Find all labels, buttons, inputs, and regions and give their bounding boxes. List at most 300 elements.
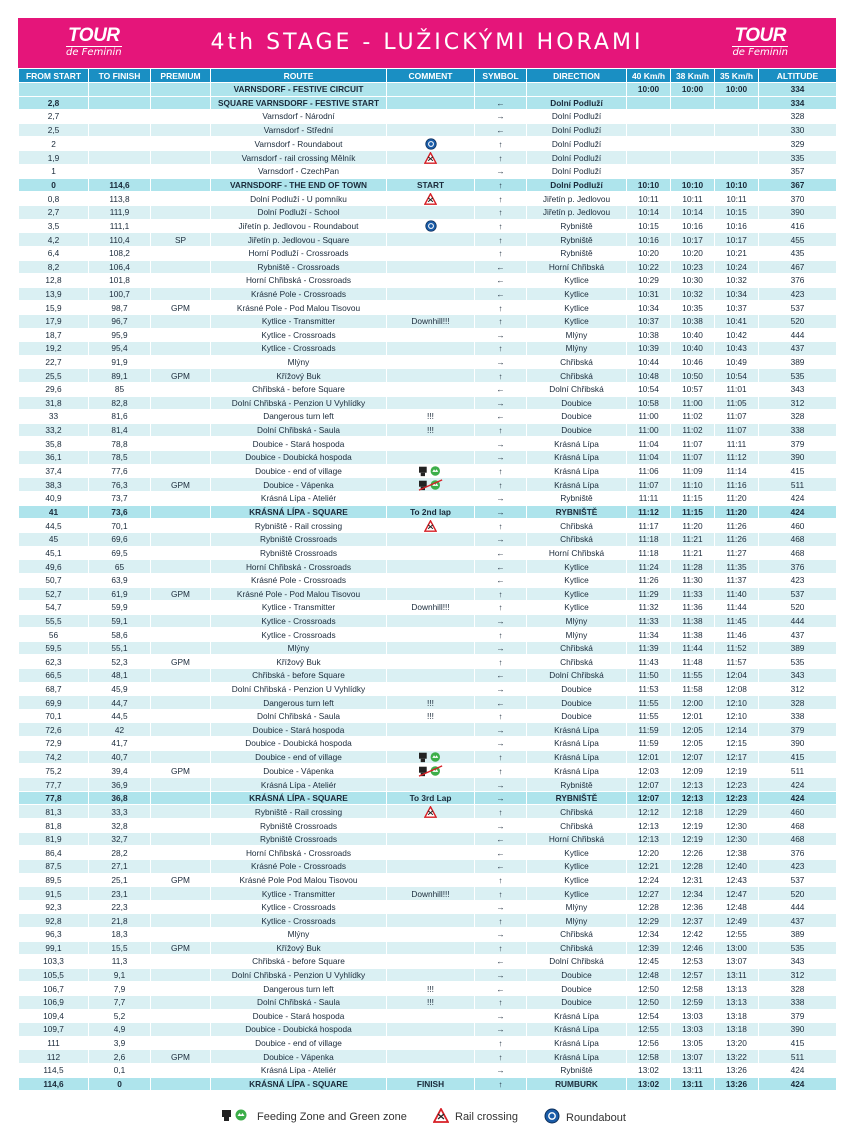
table-row (19, 928, 837, 942)
time-40-cell: 12:58 (627, 1050, 671, 1064)
comment-cell (387, 96, 475, 110)
table-row (19, 505, 837, 519)
premium-cell: GPM (151, 301, 211, 315)
time-40-cell: 11:17 (627, 519, 671, 533)
symbol-cell: → (475, 723, 527, 737)
time-40-cell: 10:14 (627, 206, 671, 220)
to-finish-cell: 61,9 (89, 587, 151, 601)
altitude-cell: 334 (759, 83, 837, 97)
route-cell: Doubice - Stará hospoda (211, 1009, 387, 1023)
premium-cell (151, 573, 211, 587)
time-38-cell: 12:46 (671, 941, 715, 955)
time-35-cell: 12:08 (715, 682, 759, 696)
from-start-cell: 72,6 (19, 723, 89, 737)
to-finish-cell: 42 (89, 723, 151, 737)
table-row (19, 819, 837, 833)
time-35-cell: 12:10 (715, 696, 759, 710)
time-38-cell (671, 137, 715, 151)
route-cell: Krásné Pole Pod Malou Tisovou (211, 873, 387, 887)
route-cell: Rybniště - Rail crossing (211, 519, 387, 533)
time-40-cell: 12:07 (627, 778, 671, 792)
route-cell: Rybniště Crossroads (211, 533, 387, 547)
to-finish-cell: 91,9 (89, 355, 151, 369)
comment-cell (387, 860, 475, 874)
from-start-cell: 91,5 (19, 887, 89, 901)
table-row (19, 206, 837, 220)
premium-cell (151, 669, 211, 683)
premium-cell (151, 819, 211, 833)
premium-cell (151, 83, 211, 97)
to-finish-cell: 58,6 (89, 628, 151, 642)
table-row (19, 1023, 837, 1037)
time-35-cell: 12:38 (715, 846, 759, 860)
time-35-cell: 10:17 (715, 233, 759, 247)
direction-cell: Rybniště (527, 219, 627, 233)
time-38-cell: 10:20 (671, 247, 715, 261)
table-row (19, 791, 837, 805)
feeding-zone-icon (418, 752, 444, 762)
from-start-cell: 33 (19, 410, 89, 424)
symbol-cell: ← (475, 955, 527, 969)
premium-cell (151, 410, 211, 424)
table-row (19, 641, 837, 655)
table-row (19, 533, 837, 547)
from-start-cell: 17,9 (19, 314, 89, 328)
direction-cell: Kytlice (527, 314, 627, 328)
direction-cell: Kytlice (527, 560, 627, 574)
comment-cell (387, 764, 475, 778)
premium-cell: GPM (151, 1050, 211, 1064)
route-cell: Dolní Chřibská - Saula (211, 423, 387, 437)
comment-cell (387, 723, 475, 737)
table-row (19, 437, 837, 451)
from-start-cell: 92,8 (19, 914, 89, 928)
comment-cell (387, 274, 475, 288)
time-35-cell: 12:23 (715, 778, 759, 792)
symbol-cell: ↑ (475, 342, 527, 356)
table-row (19, 151, 837, 165)
col-direction-header: DIRECTION (527, 69, 627, 83)
altitude-cell: 334 (759, 96, 837, 110)
time-40-cell: 10:44 (627, 355, 671, 369)
premium-cell (151, 178, 211, 192)
route-cell: Křížový Buk (211, 369, 387, 383)
comment-cell (387, 941, 475, 955)
altitude-cell: 390 (759, 450, 837, 464)
from-start-cell: 12,8 (19, 274, 89, 288)
altitude-cell: 312 (759, 968, 837, 982)
time-40-cell (627, 123, 671, 137)
symbol-cell: → (475, 682, 527, 696)
direction-cell: Dolní Podluží (527, 123, 627, 137)
route-cell: Doubice - Doubická hospoda (211, 737, 387, 751)
altitude-cell: 460 (759, 805, 837, 819)
altitude-cell: 379 (759, 1009, 837, 1023)
table-row (19, 478, 837, 492)
from-start-cell: 81,3 (19, 805, 89, 819)
route-cell: Krásné Pole - Crossroads (211, 573, 387, 587)
time-35-cell: 10:49 (715, 355, 759, 369)
route-cell: Doubice - Doubická hospoda (211, 1023, 387, 1037)
time-35-cell: 10:42 (715, 328, 759, 342)
comment-cell: !!! (387, 709, 475, 723)
premium-cell (151, 274, 211, 288)
table-row (19, 178, 837, 192)
table-row (19, 301, 837, 315)
symbol-cell: ← (475, 274, 527, 288)
time-40-cell: 11:33 (627, 614, 671, 628)
table-row (19, 832, 837, 846)
comment-cell (387, 192, 475, 206)
time-38-cell: 12:19 (671, 819, 715, 833)
direction-cell: Chřibská (527, 641, 627, 655)
from-start-cell: 103,3 (19, 955, 89, 969)
comment-cell (387, 846, 475, 860)
to-finish-cell: 52,3 (89, 655, 151, 669)
to-finish-cell (89, 123, 151, 137)
time-35-cell: 11:37 (715, 573, 759, 587)
comment-cell (387, 900, 475, 914)
time-40-cell: 10:11 (627, 192, 671, 206)
time-35-cell: 13:20 (715, 1036, 759, 1050)
route-cell: Varnsdorf - Roundabout (211, 137, 387, 151)
to-finish-cell (89, 165, 151, 179)
time-38-cell: 10:40 (671, 342, 715, 356)
from-start-cell: 114,6 (19, 1077, 89, 1091)
symbol-cell: ← (475, 696, 527, 710)
from-start-cell: 59,5 (19, 641, 89, 655)
rail-crossing-icon (424, 520, 437, 530)
altitude-cell: 328 (759, 110, 837, 124)
legend-label-rail: Rail crossing (455, 1111, 518, 1123)
rail-crossing-icon (424, 193, 437, 203)
time-35-cell (715, 123, 759, 137)
table-row (19, 696, 837, 710)
time-38-cell: 13:11 (671, 1063, 715, 1077)
direction-cell: RYBNIŠTĚ (527, 505, 627, 519)
from-start-cell: 77,8 (19, 791, 89, 805)
to-finish-cell: 23,1 (89, 887, 151, 901)
time-35-cell: 12:30 (715, 819, 759, 833)
table-row (19, 83, 837, 97)
time-35-cell: 10:37 (715, 301, 759, 315)
symbol-cell: ↑ (475, 941, 527, 955)
time-38-cell: 10:11 (671, 192, 715, 206)
symbol-cell: → (475, 110, 527, 124)
logo-text-tour: TOUR (66, 26, 122, 47)
to-finish-cell: 81,4 (89, 423, 151, 437)
time-35-cell: 11:26 (715, 533, 759, 547)
comment-cell: Downhill!!! (387, 887, 475, 901)
altitude-cell: 437 (759, 628, 837, 642)
premium-cell (151, 206, 211, 220)
route-cell: Mlýny (211, 355, 387, 369)
time-38-cell: 12:58 (671, 982, 715, 996)
table-row (19, 423, 837, 437)
to-finish-cell: 0,1 (89, 1063, 151, 1077)
to-finish-cell (89, 151, 151, 165)
time-38-cell: 10:16 (671, 219, 715, 233)
to-finish-cell: 65 (89, 560, 151, 574)
direction-cell: Horní Chřibská (527, 260, 627, 274)
from-start-cell: 25,5 (19, 369, 89, 383)
premium-cell (151, 492, 211, 506)
time-35-cell: 13:18 (715, 1023, 759, 1037)
table-row (19, 873, 837, 887)
route-cell: Horní Chřibská - Crossroads (211, 560, 387, 574)
comment-cell (387, 587, 475, 601)
table-row (19, 492, 837, 506)
time-38-cell (671, 151, 715, 165)
altitude-cell: 424 (759, 791, 837, 805)
route-cell: Kytlice - Crossroads (211, 900, 387, 914)
symbol-cell: → (475, 165, 527, 179)
direction-cell: Dolní Podluží (527, 110, 627, 124)
time-40-cell: 10:58 (627, 396, 671, 410)
to-finish-cell: 4,9 (89, 1023, 151, 1037)
symbol-cell: ← (475, 669, 527, 683)
comment-cell (387, 533, 475, 547)
premium-cell (151, 696, 211, 710)
premium-cell (151, 641, 211, 655)
time-35-cell: 13:22 (715, 1050, 759, 1064)
table-row (19, 560, 837, 574)
time-35-cell: 10:21 (715, 247, 759, 261)
to-finish-cell: 95,4 (89, 342, 151, 356)
time-35-cell: 11:16 (715, 478, 759, 492)
direction-cell: Doubice (527, 982, 627, 996)
direction-cell: Kytlice (527, 287, 627, 301)
table-row (19, 573, 837, 587)
time-38-cell: 10:23 (671, 260, 715, 274)
to-finish-cell: 59,9 (89, 601, 151, 615)
premium-cell (151, 614, 211, 628)
table-row (19, 968, 837, 982)
table-row (19, 764, 837, 778)
time-35-cell: 12:17 (715, 750, 759, 764)
from-start-cell: 112 (19, 1050, 89, 1064)
premium-cell (151, 860, 211, 874)
to-finish-cell: 63,9 (89, 573, 151, 587)
time-40-cell: 12:20 (627, 846, 671, 860)
direction-cell: Dolní Chřibská (527, 669, 627, 683)
rail-crossing-icon (424, 806, 437, 816)
premium-cell (151, 123, 211, 137)
from-start-cell: 22,7 (19, 355, 89, 369)
to-finish-cell: 73,6 (89, 505, 151, 519)
time-35-cell: 11:57 (715, 655, 759, 669)
route-cell: Jiřetín p. Jedlovou - Square (211, 233, 387, 247)
symbol-cell: ↑ (475, 587, 527, 601)
symbol-cell: ↑ (475, 601, 527, 615)
comment-cell (387, 805, 475, 819)
symbol-cell: → (475, 900, 527, 914)
from-start-cell: 87,5 (19, 860, 89, 874)
time-35-cell: 12:43 (715, 873, 759, 887)
comment-cell (387, 819, 475, 833)
time-35-cell: 11:35 (715, 560, 759, 574)
time-38-cell: 11:58 (671, 682, 715, 696)
table-row (19, 546, 837, 560)
direction-cell: Doubice (527, 396, 627, 410)
col-from-start-header: FROM START (19, 69, 89, 83)
symbol-cell: ↑ (475, 914, 527, 928)
time-40-cell: 11:26 (627, 573, 671, 587)
time-38-cell: 12:59 (671, 995, 715, 1009)
to-finish-cell: 9,1 (89, 968, 151, 982)
time-40-cell: 11:59 (627, 737, 671, 751)
time-40-cell: 12:07 (627, 791, 671, 805)
altitude-cell: 468 (759, 533, 837, 547)
from-start-cell: 54,7 (19, 601, 89, 615)
to-finish-cell: 76,3 (89, 478, 151, 492)
table-row (19, 614, 837, 628)
time-35-cell: 12:48 (715, 900, 759, 914)
time-35-cell: 12:29 (715, 805, 759, 819)
time-40-cell: 10:29 (627, 274, 671, 288)
direction-cell: Mlýny (527, 342, 627, 356)
time-35-cell: 10:41 (715, 314, 759, 328)
direction-cell: Kytlice (527, 860, 627, 874)
symbol-cell: ← (475, 382, 527, 396)
time-38-cell: 12:53 (671, 955, 715, 969)
premium-cell (151, 137, 211, 151)
premium-cell (151, 505, 211, 519)
symbol-cell: → (475, 355, 527, 369)
time-40-cell: 10:37 (627, 314, 671, 328)
route-cell: Rybniště Crossroads (211, 546, 387, 560)
time-35-cell (715, 96, 759, 110)
symbol-cell: ← (475, 410, 527, 424)
route-cell: Horní Chřibská - Crossroads (211, 846, 387, 860)
altitude-cell: 379 (759, 723, 837, 737)
time-40-cell: 12:48 (627, 968, 671, 982)
time-38-cell: 11:38 (671, 614, 715, 628)
direction-cell: Kytlice (527, 573, 627, 587)
comment-cell (387, 260, 475, 274)
to-finish-cell: 111,1 (89, 219, 151, 233)
symbol-cell: ↑ (475, 1036, 527, 1050)
table-row (19, 941, 837, 955)
time-35-cell: 12:30 (715, 832, 759, 846)
time-38-cell: 12:13 (671, 791, 715, 805)
symbol-cell: ← (475, 860, 527, 874)
table-row (19, 1050, 837, 1064)
symbol-cell: ↑ (475, 764, 527, 778)
route-cell: Mlýny (211, 928, 387, 942)
symbol-cell: ↑ (475, 805, 527, 819)
to-finish-cell: 110,4 (89, 233, 151, 247)
table-row (19, 778, 837, 792)
from-start-cell: 62,3 (19, 655, 89, 669)
direction-cell: Kytlice (527, 887, 627, 901)
altitude-cell: 328 (759, 410, 837, 424)
time-40-cell: 11:55 (627, 696, 671, 710)
time-38-cell: 10:57 (671, 382, 715, 396)
premium-cell (151, 1023, 211, 1037)
route-cell: Kytlice - Crossroads (211, 342, 387, 356)
time-40-cell: 11:04 (627, 450, 671, 464)
time-38-cell: 11:07 (671, 437, 715, 451)
time-38-cell: 13:05 (671, 1036, 715, 1050)
rail-crossing-icon (424, 152, 437, 162)
symbol-cell: ← (475, 287, 527, 301)
time-40-cell: 11:59 (627, 723, 671, 737)
time-38-cell: 10:35 (671, 301, 715, 315)
symbol-cell: ↑ (475, 873, 527, 887)
from-start-cell: 2,5 (19, 123, 89, 137)
from-start-cell: 81,8 (19, 819, 89, 833)
from-start-cell: 38,3 (19, 478, 89, 492)
time-38-cell (671, 110, 715, 124)
table-row (19, 914, 837, 928)
comment-cell (387, 450, 475, 464)
route-cell: Chřibská - before Square (211, 382, 387, 396)
premium-cell (151, 396, 211, 410)
table-row (19, 382, 837, 396)
direction-cell: Doubice (527, 995, 627, 1009)
premium-cell (151, 900, 211, 914)
comment-cell (387, 519, 475, 533)
route-cell: Varnsdorf - CzechPan (211, 165, 387, 179)
direction-cell: Kytlice (527, 301, 627, 315)
premium-cell (151, 437, 211, 451)
time-38-cell: 10:38 (671, 314, 715, 328)
comment-cell (387, 1063, 475, 1077)
comment-cell (387, 778, 475, 792)
premium-cell (151, 1009, 211, 1023)
altitude-cell: 389 (759, 355, 837, 369)
time-38-cell: 10:00 (671, 83, 715, 97)
comment-cell (387, 301, 475, 315)
time-38-cell: 11:15 (671, 505, 715, 519)
symbol-cell: → (475, 819, 527, 833)
time-38-cell: 12:34 (671, 887, 715, 901)
comment-cell (387, 219, 475, 233)
time-40-cell: 11:50 (627, 669, 671, 683)
from-start-cell: 1 (19, 165, 89, 179)
direction-cell: Krásná Lípa (527, 1050, 627, 1064)
symbol-cell: ↑ (475, 301, 527, 315)
time-40-cell: 11:18 (627, 533, 671, 547)
time-38-cell: 13:03 (671, 1009, 715, 1023)
altitude-cell: 467 (759, 260, 837, 274)
legend-label-feeding: Feeding Zone and Green zone (257, 1110, 407, 1123)
time-35-cell: 12:19 (715, 764, 759, 778)
premium-cell (151, 628, 211, 642)
comment-cell (387, 546, 475, 560)
symbol-cell: ↑ (475, 464, 527, 478)
comment-cell: FINISH (387, 1077, 475, 1091)
table-row (19, 233, 837, 247)
premium-cell (151, 832, 211, 846)
from-start-cell: 106,9 (19, 995, 89, 1009)
premium-cell (151, 533, 211, 547)
time-35-cell: 12:55 (715, 928, 759, 942)
premium-cell: GPM (151, 369, 211, 383)
direction-cell: Rybniště (527, 233, 627, 247)
to-finish-cell: 108,2 (89, 247, 151, 261)
from-start-cell: 99,1 (19, 941, 89, 955)
time-35-cell: 10:16 (715, 219, 759, 233)
time-35-cell (715, 137, 759, 151)
direction-cell: Krásná Lípa (527, 478, 627, 492)
route-cell: Chřibská - before Square (211, 669, 387, 683)
symbol-cell: → (475, 437, 527, 451)
rail-crossing-icon (433, 1108, 449, 1126)
to-finish-cell: 32,8 (89, 819, 151, 833)
symbol-cell: → (475, 791, 527, 805)
